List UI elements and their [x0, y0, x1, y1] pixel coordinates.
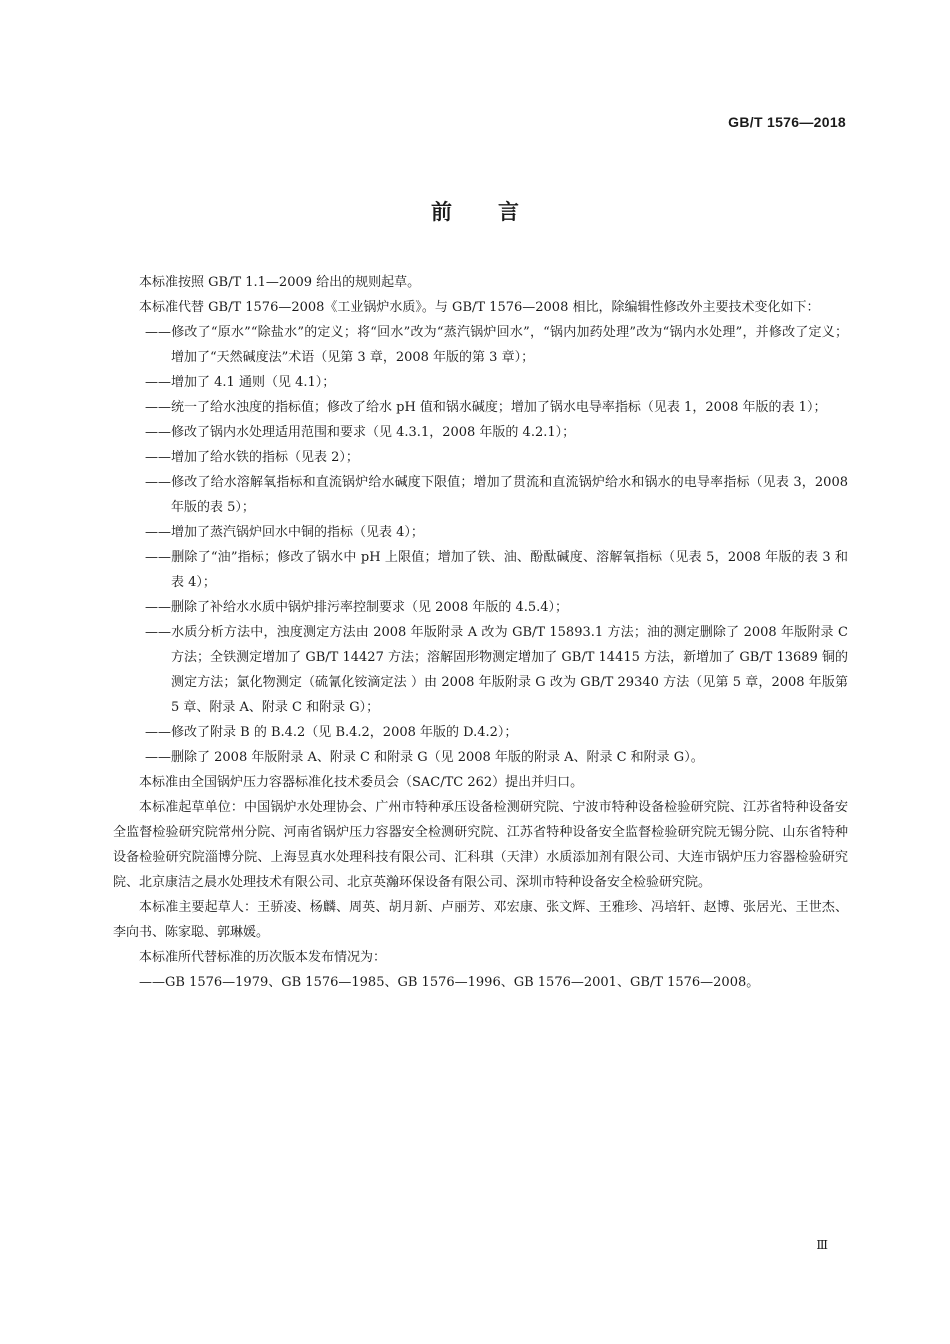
change-item: ——增加了 4.1 通则（见 4.1）； [145, 375, 336, 390]
page-number: Ⅲ [816, 1238, 828, 1252]
paragraph-proposer: 本标准由全国锅炉压力容器标准化技术委员会（SAC/TC 262）提出并归口。 [139, 775, 584, 790]
change-item: ——增加了给水铁的指标（见表 2）； [145, 450, 359, 465]
change-item: ——水质分析方法中，浊度测定方法由 2008 年版附录 A 改为 GB/T 15893.1 方法；油的测定删除了 2008 年版附录 C 方法；全铁测定增加了 GB/T 14427 方法；溶解固形物测定增加了 GB/T 14415 方法，新增加了 GB/T 13689 铜的测定方法；氯化物测定（硫氰化铵滴定法 ）由 2008 年版附录 G 改为 GB/T 29340 方法（见第 5 章，2008 年版第 5 章、附录 A、附录 C 和附录 G）； [145, 625, 848, 715]
change-item: ——修改了“原水”“除盐水”的定义；将“回水”改为“蒸汽锅炉回水”，“锅内加药处理”改为“锅内水处理”，并修改了定义；增加了“天然碱度法”术语（见第 3 章，2008 年版的第 3 章）； [145, 325, 848, 365]
paragraph-drafting-units: 本标准起草单位：中国锅炉水处理协会、广州市特种承压设备检测研究院、宁波市特种设备检验研究院、江苏省特种设备安全监督检验研究院常州分院、河南省锅炉压力容器安全检测研究院、江苏省特种设备安全监督检验研究院无锡分院、山东省特种设备检验研究院淄博分院、上海昱真水处理科技有限公司、汇科琪（天津）水质添加剂有限公司、大连市锅炉压力容器检验研究院、北京康洁之晨水处理技术有限公司、北京英瀚环保设备有限公司、深圳市特种设备安全检验研究院。 [113, 800, 848, 890]
change-item: ——修改了给水溶解氧指标和直流锅炉给水碱度下限值；增加了贯流和直流锅炉给水和锅水的电导率指标（见表 3，2008 年版的表 5）； [145, 475, 848, 515]
paragraph-drafters: 本标准主要起草人：王骄凌、杨麟、周英、胡月新、卢丽芳、邓宏康、张文辉、王雅珍、冯培轩、赵博、张居光、王世杰、李向书、陈家聪、郭琳媛。 [113, 900, 848, 940]
change-item: ——修改了锅内水处理适用范围和要求（见 4.3.1，2008 年版的 4.2.1）； [145, 425, 576, 440]
standard-code: GB/T 1576—2018 [728, 114, 846, 130]
paragraph-history-list: ——GB 1576—1979、GB 1576—1985、GB 1576—1996、GB 1576—2001、GB/T 1576—2008。 [139, 975, 760, 990]
change-item: ——修改了附录 B 的 B.4.2（见 B.4.2，2008 年版的 D.4.2）； [145, 725, 518, 740]
change-item: ——统一了给水浊度的指标值；修改了给水 pH 值和锅水碱度；增加了锅水电导率指标（见表 1，2008 年版的表 1）； [145, 400, 827, 415]
page-title-char-2: 言 [498, 200, 519, 224]
page-title [0, 196, 950, 226]
page-title-char-1: 前 [431, 200, 452, 224]
change-item: ——删除了 2008 年版附录 A、附录 C 和附录 G（见 2008 年版的附录 A、附录 C 和附录 G）。 [145, 750, 704, 765]
foreword-body [113, 270, 848, 995]
change-item: ——删除了“油”指标；修改了锅水中 pH 上限值；增加了铁、油、酚酞碱度、溶解氧指标（见表 5，2008 年版的表 3 和表 4）； [145, 550, 848, 590]
paragraph-drafting-rules: 本标准按照 GB/T 1.1—2009 给出的规则起草。 [139, 275, 421, 290]
change-item: ——删除了补给水水质中锅炉排污率控制要求（见 2008 年版的 4.5.4）； [145, 600, 569, 615]
paragraph-history-intro: 本标准所代替标准的历次版本发布情况为： [139, 950, 387, 965]
change-item: ——增加了蒸汽锅炉回水中铜的指标（见表 4）； [145, 525, 424, 540]
paragraph-replacement: 本标准代替 GB/T 1576—2008《工业锅炉水质》。与 GB/T 1576—2008 相比，除编辑性修改外主要技术变化如下： [139, 300, 820, 315]
